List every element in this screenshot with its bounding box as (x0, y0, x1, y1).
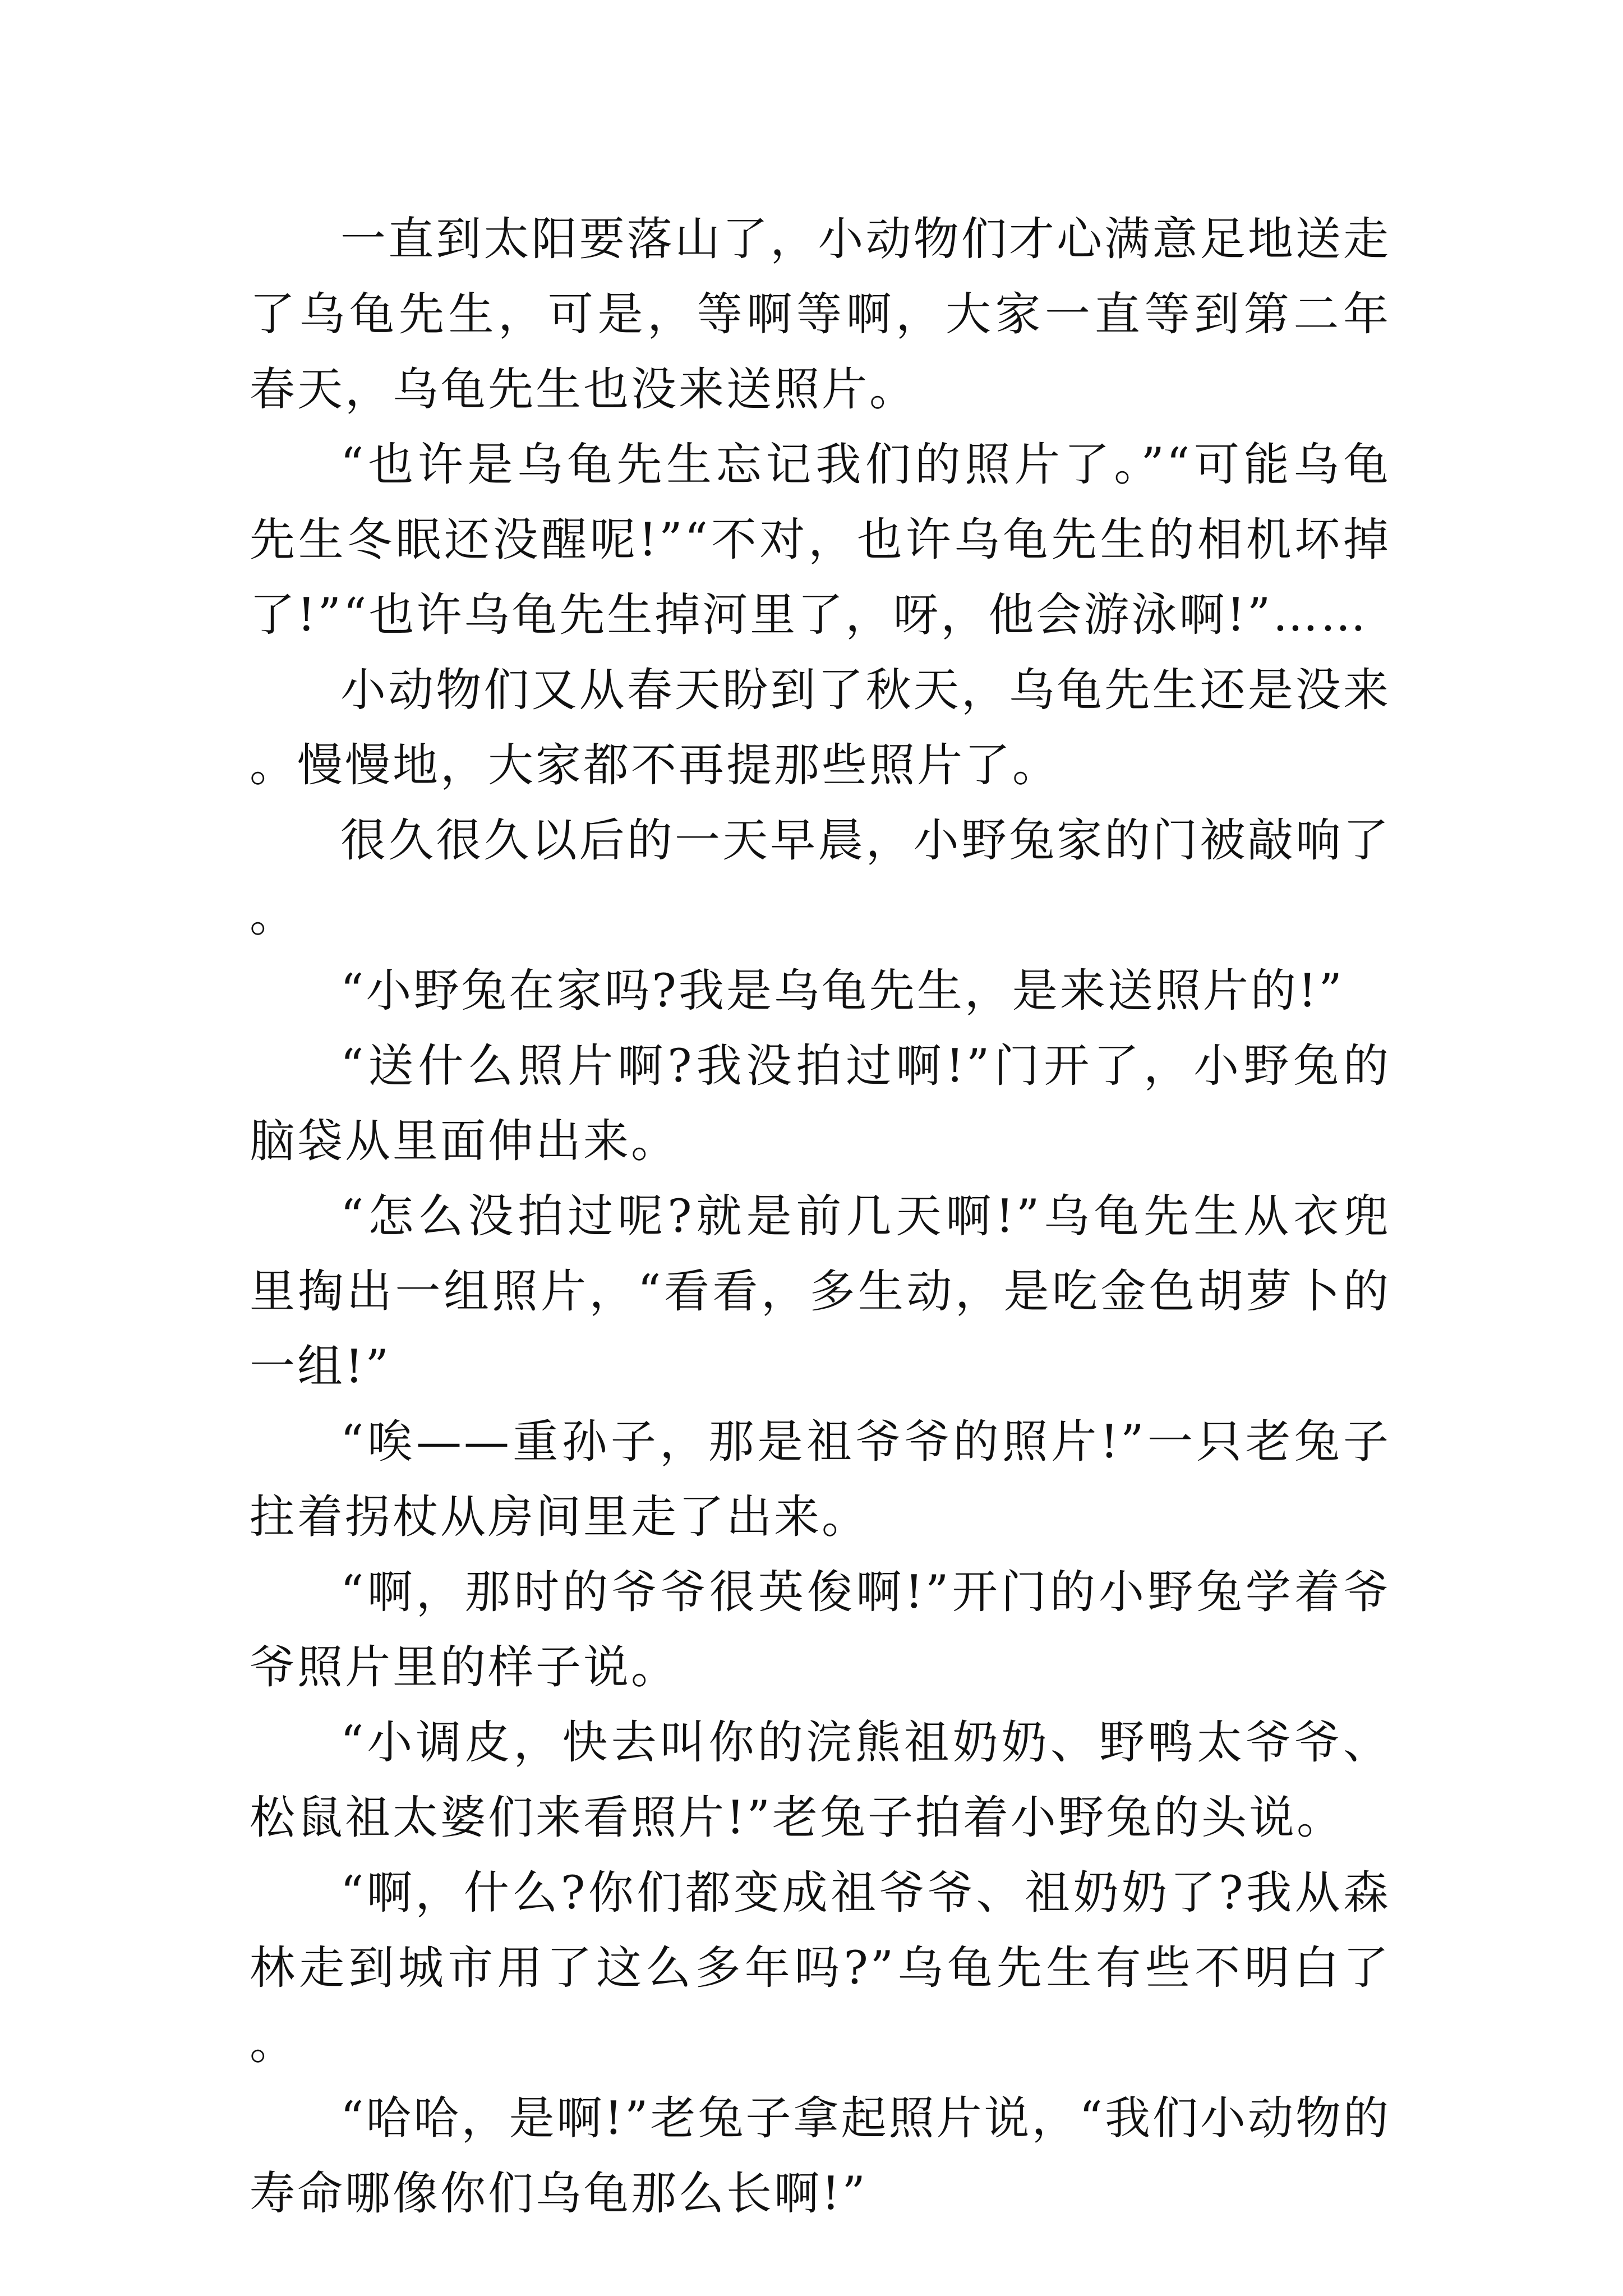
paragraph-2: “也许是乌龟先生忘记我们的照片了。”“可能乌龟先生冬眠还没醒呢!”“不对，也许乌龟先生的相机坏掉了!”“也许乌龟先生掉河里了，呀，他会游泳啊!”…… (250, 439, 1391, 642)
paragraph-9: “啊，那时的爷爷很英俊啊!”开门的小野兔学着爷爷照片里的样子说。 (250, 1566, 1391, 1694)
paragraph-10: “小调皮，快去叫你的浣熊祖奶奶、野鸭太爷爷、松鼠祖太婆们来看照片!”老兔子拍着小野兔的头说。 (250, 1717, 1391, 1844)
paragraph-6: “送什么照片啊?我没拍过啊!”门开了，小野兔的脑袋从里面伸出来。 (250, 1040, 1391, 1168)
paragraph-4: 很久很久以后的一天早晨，小野兔家的门被敲响了。 (250, 815, 1391, 942)
paragraph-5: “小野兔在家吗?我是乌龟先生，是来送照片的!” (340, 965, 1344, 1018)
paragraph-1: 一直到太阳要落山了，小动物们才心满意足地送走了乌龟先生，可是，等啊等啊，大家一直等到第二年春天，乌龟先生也没来送照片。 (250, 213, 1391, 416)
paragraph-3: 小动物们又从春天盼到了秋天，乌龟先生还是没来。慢慢地，大家都不再提那些照片了。 (250, 664, 1391, 792)
paragraph-8: “唉——重孙子，那是祖爷爷的照片!”一只老兔子拄着拐杖从房间里走了出来。 (250, 1416, 1391, 1544)
paragraph-11: “啊，什么?你们都变成祖爷爷、祖奶奶了?我从森林走到城市用了这么多年吗?”乌龟先生有些不明白了。 (250, 1867, 1391, 2070)
story-text (250, 202, 1391, 2231)
paragraph-12: “哈哈，是啊!”老兔子拿起照片说，“我们小动物的寿命哪像你们乌龟那么长啊!” (250, 2092, 1391, 2220)
paragraph-7: “怎么没拍过呢?就是前几天啊!”乌龟先生从衣兜里掏出一组照片，“看看，多生动，是吃金色胡萝卜的一组!” (250, 1190, 1391, 1393)
